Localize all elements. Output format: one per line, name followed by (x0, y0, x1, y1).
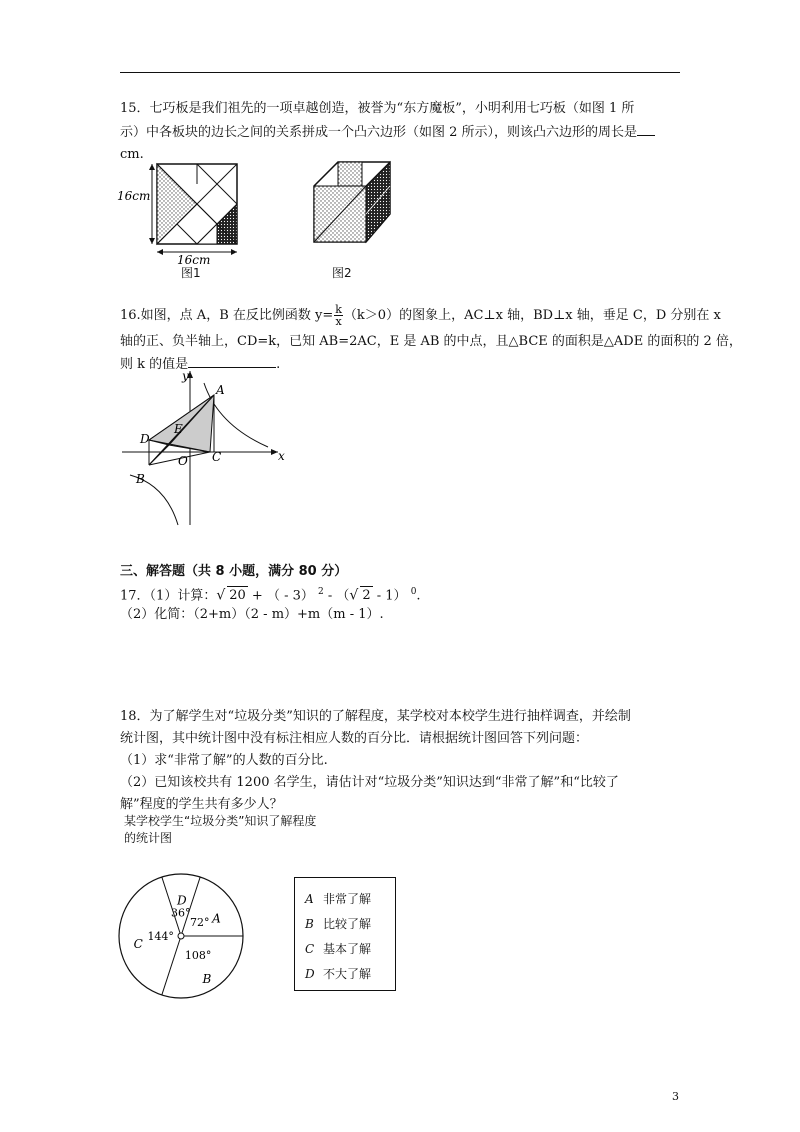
q16-fig-x-label: x (278, 449, 285, 463)
section-3-heading: 三、解答题（共 8 小题，满分 80 分） (120, 564, 348, 579)
q16-fig-point-d: D (140, 432, 150, 446)
pie-slice-angle-c: 144° (147, 930, 174, 943)
q16-line-2: 轴的正、负半轴上，CD=k，已知 AB=2AC，E 是 AB 的中点，且△BCE 的面积是△ADE 的面积的 2 倍， (120, 334, 742, 349)
q15-fig1-vertical-label: 16cm (117, 189, 151, 203)
pie-slice-angle-d: 36° (171, 906, 191, 920)
q16-fig-y-label: y (182, 369, 189, 383)
q16-fig-point-b: B (136, 472, 145, 486)
q16-fig-point-c: C (212, 450, 222, 464)
q17-part-1-e: . (416, 588, 421, 604)
legend-key-a: A (305, 892, 314, 906)
q18-line-4: （2）已知该校共有 1200 名学生，请估计对“垃圾分类”知识达到“非常了解”和“比较了 (120, 775, 619, 790)
q16-line-1-b: （k＞0）的图象上，AC⊥x 轴，BD⊥x 轴，垂足 C，D 分别在 x (343, 308, 721, 323)
pie-slice-key-d: D (177, 893, 187, 908)
q17-exponent-2: 2 (318, 587, 324, 597)
q15-fig2-caption: 图2 (332, 266, 352, 280)
q16-fig-point-e: E (174, 422, 183, 436)
q17-radicand-2: 2 (362, 588, 371, 604)
q15-line-3: cm. (120, 147, 144, 162)
q15-line-2 (120, 123, 685, 141)
pie-center-point (178, 933, 184, 939)
q18-chart-title-1: 某学校学生“垃圾分类”知识了解程度 (124, 814, 317, 828)
legend-item-b (305, 915, 371, 932)
q17-part-1-b: + （ - 3） (247, 588, 319, 604)
legend-label-d: 不大了解 (323, 967, 372, 981)
q16-fig-origin: O (178, 454, 188, 468)
q16-line-3-b: . (276, 357, 281, 372)
q15-figure-2 (310, 158, 400, 248)
q16-fraction (334, 304, 343, 327)
q17-part-1-c: - （ (323, 588, 350, 604)
pie-slice-key-c: C (133, 937, 143, 951)
legend-label-a: 非常了解 (323, 892, 372, 906)
q17-part-2: （2）化简：（2+m）（2 - m）+m（m - 1）. (120, 607, 384, 622)
q18-line-2: 统计图，其中统计图中没有标注相应人数的百分比．请根据统计图回答下列问题： (120, 731, 589, 746)
q16-line-1-a: 16.如图，点 A，B 在反比例函数 y= (120, 308, 334, 323)
q18-line-3: （1）求“非常了解”的人数的百分比. (120, 753, 328, 768)
pie-slice-angle-a: 72° (190, 916, 210, 930)
legend-label-b: 比较了解 (323, 917, 372, 931)
q17-exponent-0: 0 (410, 587, 417, 597)
legend-key-c: C (305, 942, 315, 956)
header-rule (120, 72, 680, 73)
legend-item-c (305, 940, 371, 957)
legend-key-b: B (305, 917, 314, 931)
q18-line-5: 解”程度的学生共有多少人？ (120, 797, 283, 812)
q15-fig1-caption: 图1 (181, 266, 201, 280)
q17-part-1-d: - 1） (372, 588, 411, 604)
q15-line-2-text: 示）中各板块的边长之间的关系拼成一个凸六边形（如图 2 所示），则该凸六边形的周长是 (120, 125, 638, 140)
pie-slice-key-b: B (202, 972, 212, 987)
q17-radicand-1: 20 (229, 588, 246, 604)
q16-fraction-numerator: k (335, 303, 342, 316)
legend-key-d: D (305, 967, 315, 981)
q18-chart-legend (294, 877, 396, 991)
q16-figure (118, 365, 298, 530)
q16-fig-point-a: A (216, 383, 225, 397)
q16-line-1 (120, 303, 721, 328)
q15-fig1-horizontal-label: 16cm (177, 253, 211, 267)
pie-slice-angle-b: 108° (184, 949, 212, 963)
q18-chart-title-2: 的统计图 (124, 831, 173, 845)
page-number: 3 (672, 1090, 679, 1103)
q16-line-3-a: 则 k 的值是 (120, 357, 189, 372)
legend-label-c: 基本了解 (323, 942, 372, 956)
q18-line-1: 18．为了解学生对“垃圾分类”知识的了解程度，某学校对本校学生进行抽样调查，并绘制 (120, 709, 631, 724)
legend-item-d (305, 965, 371, 982)
q16-fraction-denominator: x (335, 315, 342, 328)
q17-part-1-a: 17．（1）计算： (120, 588, 217, 604)
legend-item-a (305, 890, 371, 907)
q18-pie-chart (115, 868, 255, 1008)
q15-line-1: 15．七巧板是我们祖先的一项卓越创造，被誉为“东方魔板”，小明利用七巧板（如图 1 所 (120, 101, 635, 116)
q17-part-1: 17．（1）计算：√ 20 + （ - 3） $^2$ - （√ 2 - 1） $^0$. (120, 587, 421, 604)
q15-figure-1 (115, 160, 250, 280)
q15-answer-blank (637, 123, 655, 136)
pie-slice-key-a: A (212, 911, 221, 926)
